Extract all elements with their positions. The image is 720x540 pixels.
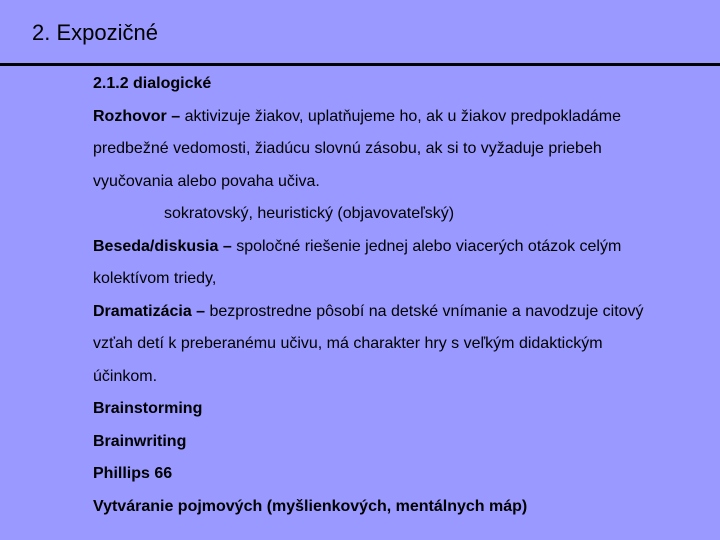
method-brainstorming: Brainstorming <box>93 400 203 417</box>
method-phillips-66: Phillips 66 <box>93 465 173 482</box>
title-divider <box>0 63 720 66</box>
paragraph-rozhovor <box>93 101 718 199</box>
slide-title: 2. Expozičné <box>32 20 158 45</box>
beseda-text-2: kolektívom triedy, <box>93 270 217 287</box>
slide-content <box>93 68 718 523</box>
term-beseda: Beseda/diskusia – <box>93 237 232 255</box>
rozhovor-text-1: aktivizuje žiakov, uplatňujeme ho, ak u žiakov predpokladáme <box>180 107 621 125</box>
term-dramatizacia: Dramatizácia – <box>93 302 206 320</box>
section-subtitle: 2.1.2 dialogické <box>93 75 212 92</box>
rozhovor-types: sokratovský, heuristický (objavovateľský) <box>164 205 455 222</box>
dramatizacia-text-1: bezprostredne pôsobí na detské vnímanie a navodzuje citový <box>205 302 644 320</box>
term-rozhovor: Rozhovor – <box>93 107 181 125</box>
rozhovor-text-2: predbežné vedomosti, žiadúcu slovnú zásobu, ak si to vyžaduje priebeh <box>93 140 602 157</box>
paragraph-dramatizacia <box>93 296 718 394</box>
dramatizacia-text-2: vzťah detí k preberanému učivu, má charakter hry s veľkým didaktickým <box>93 335 603 352</box>
method-concept-maps: Vytváranie pojmových (myšlienkových, mentálnych máp) <box>93 497 528 515</box>
paragraph-beseda <box>93 231 718 296</box>
dramatizacia-text-3: účinkom. <box>93 367 158 385</box>
beseda-text-1: spoločné riešenie jednej alebo viacerých otázok celým <box>231 237 622 255</box>
rozhovor-text-3: vyučovania alebo povaha učiva. <box>93 172 320 190</box>
method-brainwriting: Brainwriting <box>93 432 187 450</box>
